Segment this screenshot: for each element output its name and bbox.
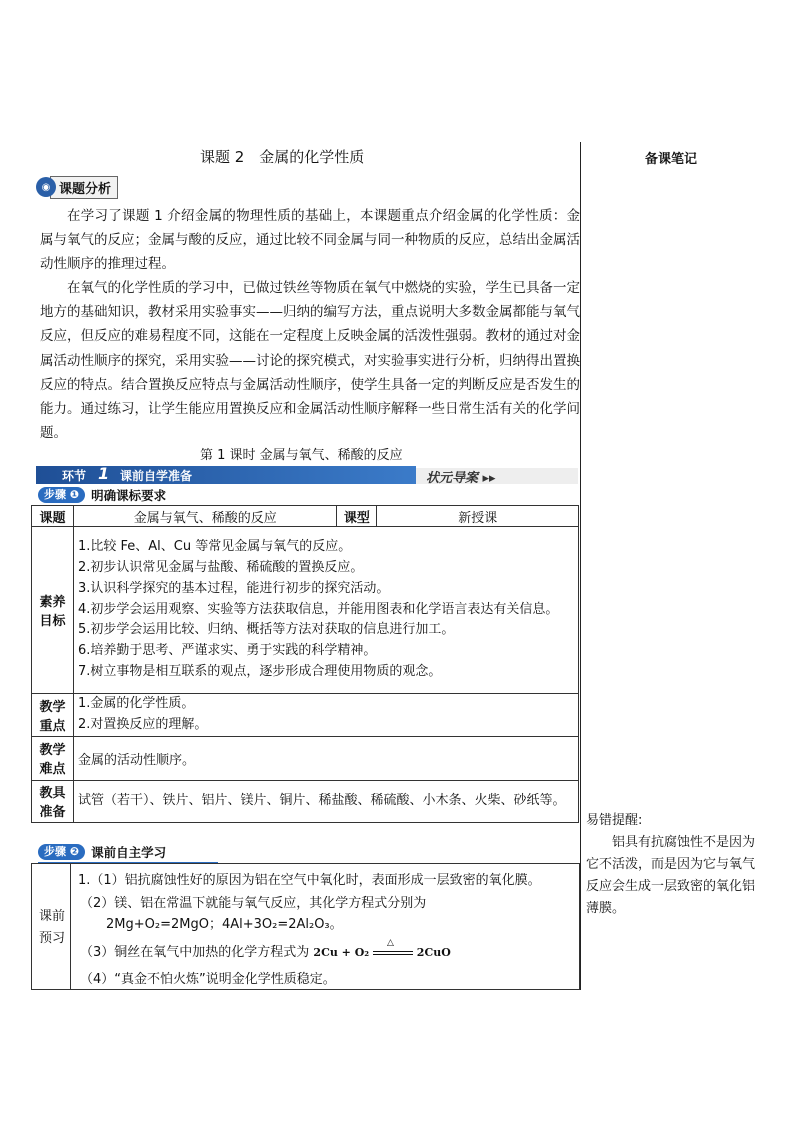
banner-dark-band (36, 466, 416, 484)
step-1-label: 明确课标要求 (91, 488, 167, 503)
key-header: 教学重点 (32, 694, 74, 737)
preview-line-3: 2Mg+O₂=2MgO；4Al+3O₂=2Al₂O₃。 (106, 917, 343, 932)
table-row-topic (32, 506, 579, 527)
goals-cell (73, 527, 578, 694)
goal-item: 6.培养勤于思考、严谨求实、勇于实践的科学精神。 (77, 643, 377, 659)
badge-circle-icon: ◉ (36, 177, 56, 197)
copper-equation (313, 938, 451, 959)
step-1-header (38, 487, 166, 503)
goal-item: 4.初步学会运用观察、实验等方法获取信息，并能用图表和化学语言表达有关信息。 (77, 601, 559, 617)
step-2-header (38, 844, 166, 860)
banner-number: 1 (98, 464, 110, 483)
error-tip-title: 易错提醒: (586, 813, 643, 828)
difficulty-header: 教学难点 (32, 736, 74, 780)
step-1-pill: 步骤 ❶ (38, 487, 85, 503)
difficulty-value: 金属的活动性顺序。 (73, 736, 578, 780)
type-value: 新授课 (377, 506, 579, 527)
step-2-pill: 步骤 ❷ (38, 844, 85, 860)
page-title: 课题 2 金属的化学性质 (200, 148, 365, 166)
analysis-badge (36, 177, 118, 197)
key-cell (73, 694, 578, 737)
section-banner (36, 466, 578, 484)
type-header: 课型 (337, 506, 377, 527)
equation-arrow (373, 938, 413, 960)
equation-reactants: 2Cu + O₂ (313, 946, 370, 959)
goal-item: 7.树立事物是相互联系的观点，逐步形成合理使用物质的观念。 (77, 663, 442, 679)
topic-value: 金属与氧气、稀酸的反应 (73, 506, 336, 527)
step-2-label: 课前自主学习 (91, 845, 167, 860)
preview-line-1: 1.（1）铝抗腐蚀性好的原因为铝在空气中氧化时，表面形成一层致密的氧化膜。 (78, 873, 541, 888)
goal-item: 5.初步学会运用比较、归纳、概括等方法对获取的信息进行加工。 (77, 622, 455, 638)
heat-condition: △ (386, 938, 394, 948)
banner-brand: 状元导案 ▸▸ (426, 471, 496, 486)
key-item: 1.金属的化学性质。 (77, 696, 195, 711)
key-item: 2.对置换反应的理解。 (77, 716, 208, 732)
lesson-title: 第 1 课时 金属与氧气、稀酸的反应 (200, 448, 403, 463)
preview-line-4 (80, 938, 451, 960)
goal-item: 1.比较 Fe、Al、Cu 等常见金属与氧气的反应。 (77, 539, 352, 555)
notes-heading: 备课笔记 (645, 152, 698, 167)
equation-products: 2CuO (416, 946, 451, 959)
preview-line-2: （2）镁、铝在常温下就能与氧气反应，其化学方程式分别为 (80, 896, 427, 911)
goals-header: 素养目标 (32, 527, 74, 694)
table-row-key (32, 694, 579, 737)
preview-box (31, 863, 580, 990)
error-tip-text: 铝具有抗腐蚀性不是因为它不活泼，而是因为它与氧气反应会生成一层致密的氧化铝薄膜。 (586, 835, 756, 916)
analysis-badge-label: 课题分析 (50, 176, 118, 199)
banner-huanjie: 环节 (62, 469, 87, 483)
analysis-paragraph-2: 在氧气的化学性质的学习中，已做过铁丝等物质在氧气中燃烧的实验，学生已具备一定地方的基础知识，教材采用实验事实——归纳的编写方法，重点说明大多数金属都能与氧气反应，但反应的难易程度不同，这能在一定程度上反映金属的活泼性强弱。教材的通过对金属活动性顺序的探究，采用实验——讨论的探究模式，对实验事实进行分析，归纳得出置换反应的特点。结合置换反应特点与金属活动性顺序，使学生具备一定的判断反应是否发生的能力。通过练习，让学生能应用置换反应和金属活动性顺序解释一些日常生活有关的化学问题。 (40, 280, 580, 442)
goal-item: 2.初步认识常见金属与盐酸、稀硫酸的置换反应。 (77, 560, 364, 575)
tools-value: 试管（若干）、铁片、铝片、镁片、铜片、稀盐酸、稀硫酸、小木条、火柴、砂纸等。 (73, 780, 578, 822)
preview-line-5: （4）“真金不怕火炼”说明金化学性质稳定。 (80, 972, 336, 987)
column-divider (580, 142, 581, 990)
table-row-difficulty (32, 736, 579, 780)
table-row-tools (32, 780, 579, 822)
preview-line-4-text: （3）铜丝在氧气中加热的化学方程式为 (80, 945, 310, 960)
goal-item: 3.认识科学探究的基本过程，能进行初步的探究活动。 (77, 580, 390, 596)
table-row-goals (32, 527, 579, 694)
analysis-paragraph-1: 在学习了课题 1 介绍金属的物理性质的基础上，本课题重点介绍金属的化学性质：金属与氧气的反应；金属与酸的反应，通过比较不同金属与同一种物质的反应，总结出金属活动性顺序的推理过程。 (40, 208, 580, 273)
preview-column-divider (70, 864, 71, 989)
topic-header: 课题 (32, 506, 74, 527)
preview-label: 课前预习 (38, 909, 65, 946)
tools-header: 教具准备 (32, 780, 74, 822)
banner-section-label: 课前自学准备 (120, 469, 193, 483)
curriculum-table (31, 505, 579, 823)
